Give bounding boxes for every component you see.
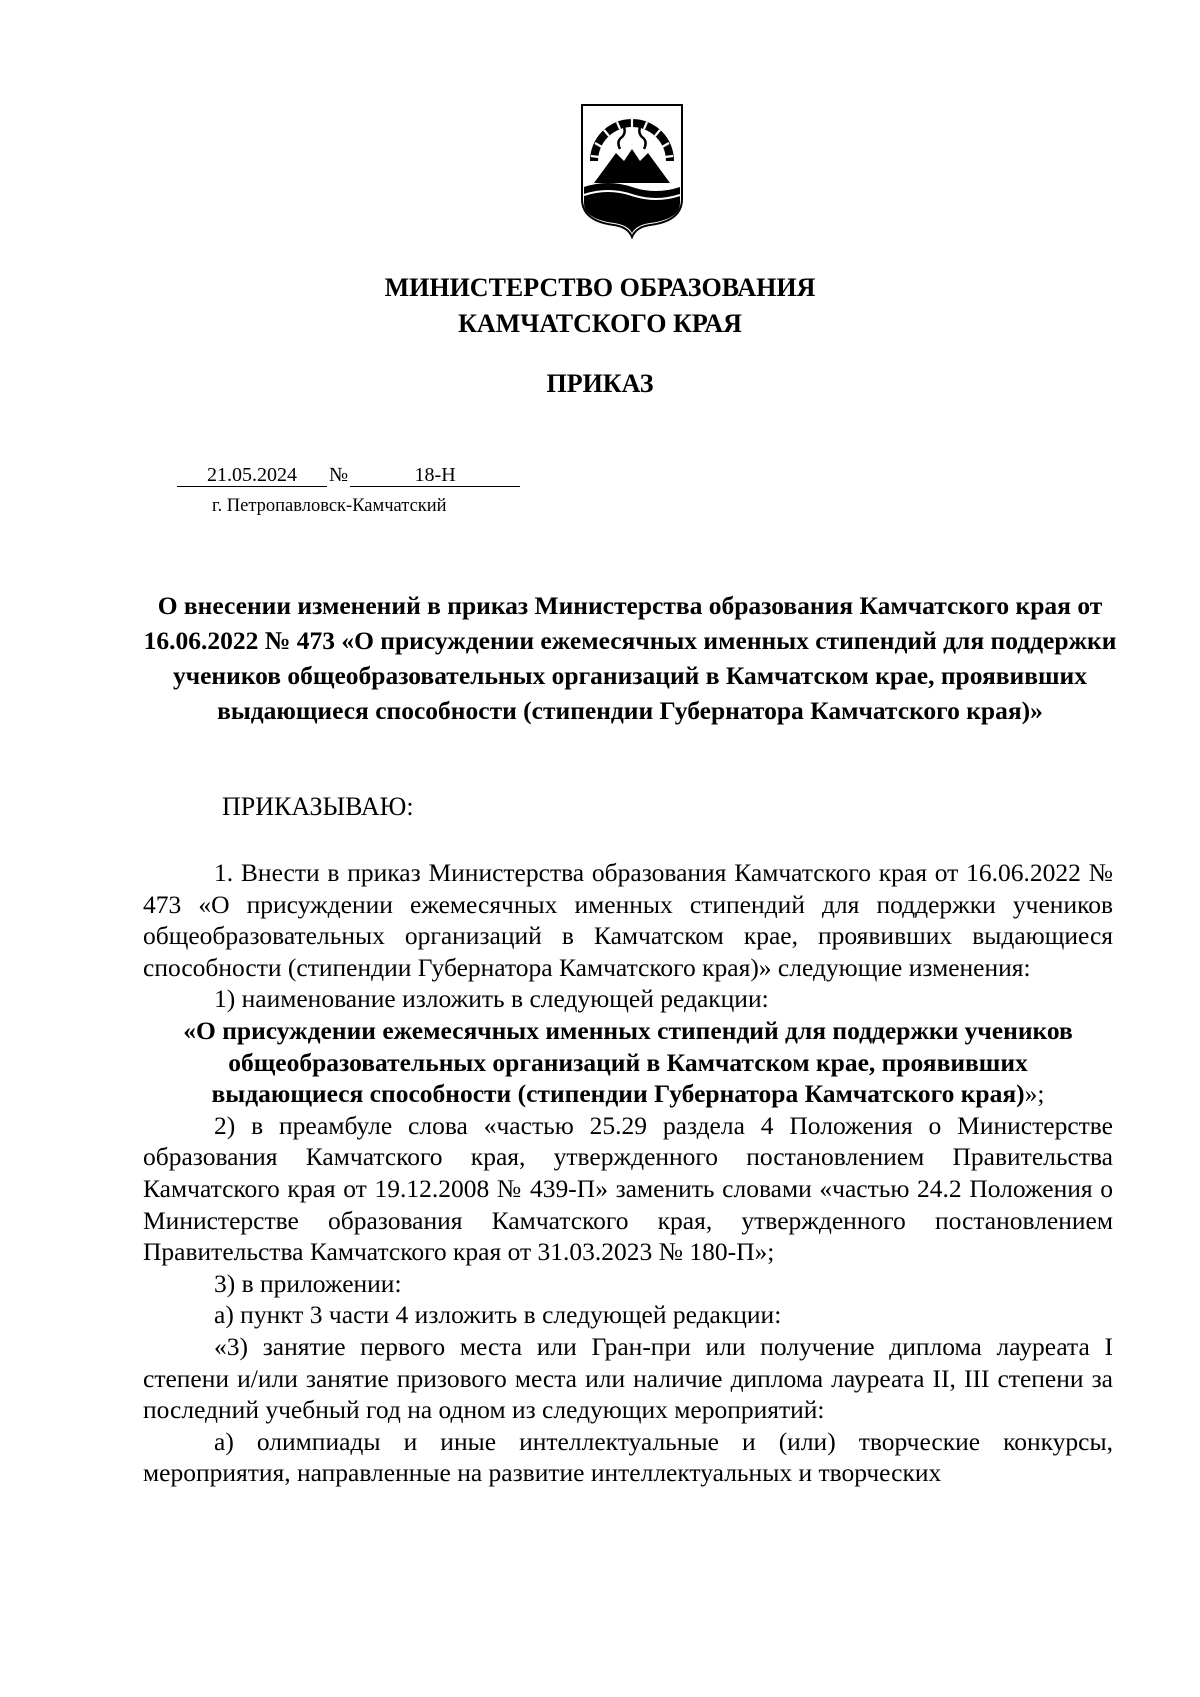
order-date: 21.05.2024 xyxy=(177,464,327,487)
number-sign: № xyxy=(329,464,349,486)
organization-line-2: КАМЧАТСКОГО КРАЯ xyxy=(458,309,742,338)
order-number: 18-Н xyxy=(350,464,520,487)
new-title-text: «О присуждении ежемесячных именных стипендий для поддержки учеников общеобразовательных организаций в Камчатском крае, проявивших выдающиеся способности (стипендии Губернатора Камчатского края) xyxy=(183,1015,1073,1109)
paragraph-2: 1) наименование изложить в следующей редакции: xyxy=(214,984,769,1014)
paragraph-6: а) пункт 3 части 4 изложить в следующей редакции: xyxy=(214,1300,782,1330)
order-word: ПРИКАЗЫВАЮ: xyxy=(222,792,414,821)
document-title: О внесении изменений в приказ Министерства образования Камчатского края от 16.06.2022 № 473 «О присуждении ежемесячных именных стипендий для поддержки учеников общеобразовательных организаций в Камчатском крае, проявивших выдающиеся способности (стипендии Губернатора Камчатского края)» xyxy=(143,591,1117,725)
new-title-tail: »; xyxy=(1024,1079,1045,1109)
registration-line xyxy=(177,462,520,488)
organization-name xyxy=(0,270,1200,342)
paragraph-4: 2) в преамбуле слова «частью 25.29 раздела 4 Положения о Министерстве образования Камчатского края, утвержденного постановлением Правительства Камчатского края от 19.12.2008 № 439-П» заменить словами «частью 24.2 Положения о Министерстве образования Камчатского края, утвержденного постановлением Правительства Камчатского края от 31.03.2023 № 180-П»; xyxy=(143,1110,1113,1267)
coat-of-arms-icon xyxy=(580,103,684,239)
paragraph-1: 1. Внести в приказ Министерства образования Камчатского края от 16.06.2022 № 473 «О присуждении ежемесячных именных стипендий для поддержки учеников общеобразовательных организаций в Камчатском крае, проявивших выдающиеся способности (стипендии Губернатора Камчатского края)» следующие изменения: xyxy=(143,858,1113,982)
organization-line-1: МИНИСТЕРСТВО ОБРАЗОВАНИЯ xyxy=(384,273,816,302)
new-title-quote xyxy=(143,1015,1113,1110)
paragraph-5: 3) в приложении: xyxy=(214,1268,402,1298)
document-type: ПРИКАЗ xyxy=(546,369,654,398)
paragraph-7: «3) занятие первого места или Гран-при или получение диплома лауреата I степени и/или занятие призового места или наличие диплома лауреата II, III степени за последний учебный год на одном из следующих мероприятий: xyxy=(143,1331,1113,1425)
document-body xyxy=(143,857,1113,1489)
city-name: г. Петропавловск-Камчатский xyxy=(212,496,447,516)
paragraph-8: а) олимпиады и иные интеллектуальные и (или) творческие конкурсы, мероприятия, направленные на развитие интеллектуальных и творческих xyxy=(143,1426,1113,1488)
